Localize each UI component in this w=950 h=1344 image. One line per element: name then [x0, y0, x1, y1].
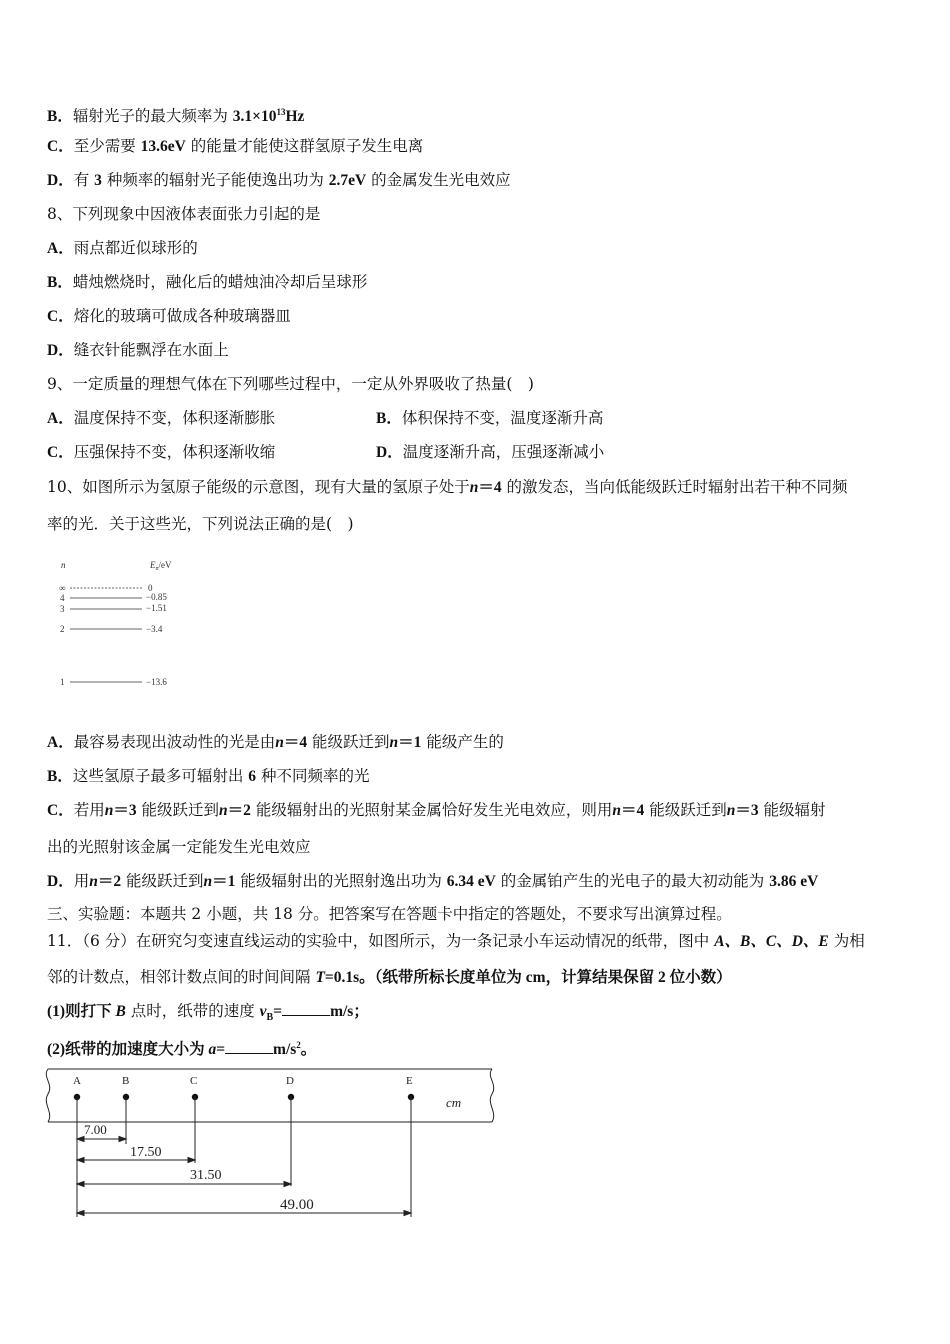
q11-stem-line2: 邻的计数点，相邻计数点间的时间间隔 T=0.1s。（纸带所标长度单位为 cm，计算结果保留 2 位小数）	[47, 968, 732, 986]
tape-unit: cm	[446, 1095, 462, 1110]
q8-stem: 8、下列现象中因液体表面张力引起的是	[47, 205, 321, 223]
tape-distance-labels	[84, 1122, 314, 1213]
q7-option-c: C．至少需要 13.6eV 的能量才能使这群氢原子发生电离	[47, 137, 424, 155]
level-1	[60, 677, 167, 687]
svg-text:3: 3	[60, 604, 65, 614]
q7-option-d: D．有 3 种频率的辐射光子能使逸出功为 2.7eV 的金属发生光电效应	[47, 171, 511, 189]
diagram-e-label: $E_n/eV$	[150, 560, 172, 572]
tape-outline	[46, 1069, 493, 1122]
q7-option-b: B．辐射光子的最大频率为 $3.1\times 10^{13}Hz$	[47, 107, 305, 126]
q8-option-a: A．雨点都近似球形的	[47, 239, 198, 257]
point-label-a: A	[73, 1075, 81, 1087]
svg-text:∞: ∞	[59, 583, 66, 593]
diagram-n-label: n	[61, 560, 66, 570]
svg-text:4: 4	[60, 593, 65, 603]
svg-text:−3.4: −3.4	[146, 624, 163, 634]
point-label-b: B	[122, 1075, 130, 1087]
distance-ac: 17.50	[130, 1145, 162, 1160]
q10-option-c: C．若用n＝3 能级跃迁到n＝2 能级辐射出的光照射某金属恰好发生光电效应，则用n＝4 能级跃迁到n＝3 能级辐射	[47, 801, 826, 819]
point-label-d: D	[286, 1075, 294, 1087]
q9-option-a: A．温度保持不变，体积逐渐膨胀	[47, 409, 276, 427]
q11-stem-line1: 11．（6 分）在研究匀变速直线运动的实验中，如图所示，为一条记录小车运动情况的纸带，图中 A、B、C、D、E 为相	[47, 932, 865, 950]
svg-text:−0.85: −0.85	[146, 592, 167, 602]
q10-option-d: D．用n＝2 能级跃迁到n＝1 能级辐射出的光照射逸出功为 6.34 eV 的金属铂产生的光电子的最大初动能为 3.86 eV	[47, 872, 819, 890]
q8-option-b: B．蜡烛燃烧时，融化后的蜡烛油冷却后呈球形	[47, 273, 368, 291]
level-infinity	[59, 583, 153, 593]
answer-blank-velocity[interactable]	[282, 1002, 330, 1016]
point-label-c: C	[190, 1075, 198, 1087]
q9-option-c: C．压强保持不变，体积逐渐收缩	[47, 443, 276, 461]
svg-text:−1.51: −1.51	[146, 603, 167, 613]
q11-part-2: (2)纸带的加速度大小为 $a= m/s^2$。	[47, 1040, 317, 1059]
answer-blank-acceleration[interactable]	[225, 1040, 273, 1054]
level-3	[60, 603, 167, 614]
level-2	[60, 624, 163, 634]
q10-option-b: B．这些氢原子最多可辐射出 6 种不同频率的光	[47, 767, 370, 785]
tape-measurements	[77, 1097, 411, 1217]
svg-text:2: 2	[60, 624, 65, 634]
tape-points	[73, 1075, 461, 1110]
energy-level-diagram	[50, 554, 200, 694]
q9-option-d: D．温度逐渐升高，压强逐渐减小	[376, 443, 605, 461]
svg-text:0: 0	[148, 583, 153, 593]
q8-option-c: C．熔化的玻璃可做成各种玻璃器皿	[47, 307, 291, 325]
q10-stem-line2: 率的光．关于这些光，下列说法正确的是( )	[47, 515, 354, 533]
paper-tape-figure	[40, 1062, 510, 1222]
point-label-e: E	[406, 1075, 413, 1087]
svg-text:1: 1	[60, 677, 65, 687]
distance-ab: 7.00	[84, 1122, 107, 1137]
q11-part-1: (1)则打下 B 点时，纸带的速度 $v_B= m/s$；	[47, 1002, 369, 1024]
q9-stem: 9、一定质量的理想气体在下列哪些过程中，一定从外界吸收了热量( )	[47, 375, 534, 393]
level-4	[60, 592, 167, 603]
svg-text:−13.6: −13.6	[146, 677, 167, 687]
section-3-heading: 三、实验题：本题共 2 小题，共 18 分。把答案写在答题卡中指定的答题处，不要求写出演算过程。	[47, 905, 732, 923]
q9-option-b: B．体积保持不变，温度逐渐升高	[376, 409, 604, 427]
q10-option-c-line2: 出的光照射该金属一定能发生光电效应	[47, 838, 311, 856]
distance-ae: 49.00	[280, 1197, 314, 1213]
q10-option-a: A．最容易表现出波动性的光是由n＝4 能级跃迁到n＝1 能级产生的	[47, 733, 504, 751]
distance-ad: 31.50	[190, 1168, 222, 1183]
q10-stem-line1: 10、如图所示为氢原子能级的示意图，现有大量的氢原子处于n＝4 的激发态，当向低能级跃迁时辐射出若干种不同频	[47, 478, 848, 496]
q8-option-d: D．缝衣针能飘浮在水面上	[47, 341, 229, 359]
